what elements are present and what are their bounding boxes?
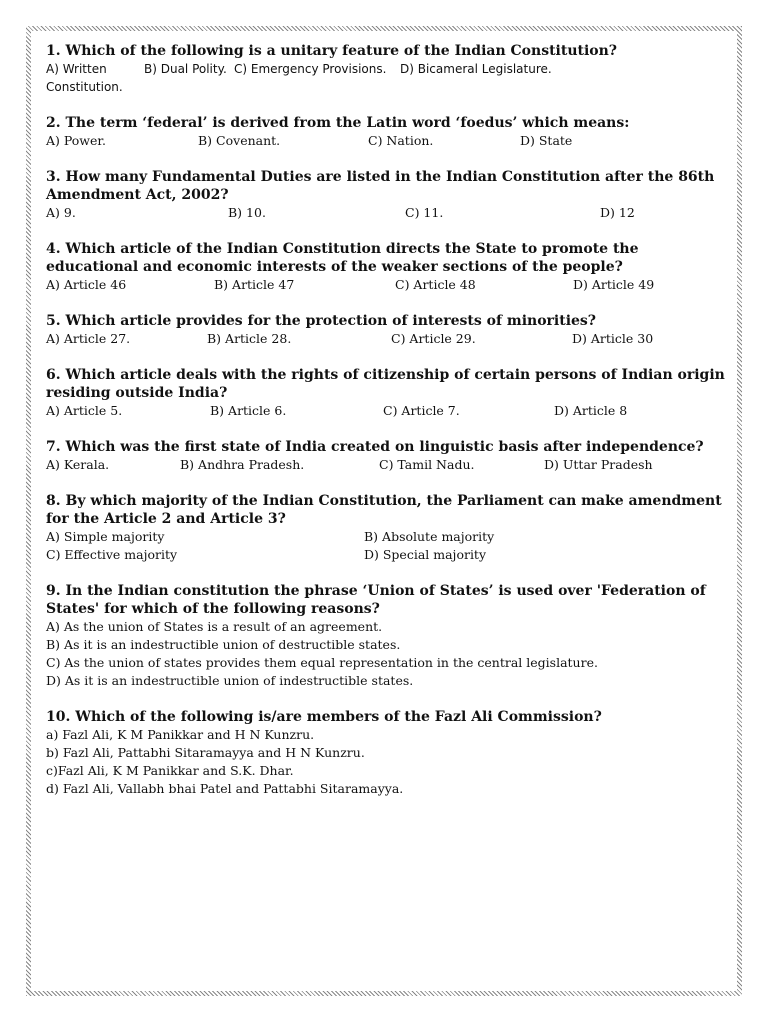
option-d: D) State <box>520 133 573 148</box>
option-b: B) Dual Polity. <box>144 62 227 76</box>
question-6 <box>46 366 726 420</box>
options-grid <box>46 528 726 564</box>
question-text: 6. Which article deals with the rights of citizenship of certain persons of Indian origin residing outside India? <box>46 367 725 401</box>
option-b: B) Article 28. <box>207 331 292 346</box>
question-8 <box>46 492 726 564</box>
options-row <box>46 132 726 150</box>
option-a: A) Written Constitution. <box>46 62 123 94</box>
option-a: a) Fazl Ali, K M Panikkar and H N Kunzru. <box>46 727 315 742</box>
question-7 <box>46 438 726 474</box>
options-row <box>46 60 726 96</box>
question-text: 10. Which of the following is/are members of the Fazl Ali Commission? <box>46 709 602 725</box>
question-text: 1. Which of the following is a unitary feature of the Indian Constitution? <box>46 43 618 59</box>
question-text: 4. Which article of the Indian Constitution directs the State to promote the educational and economic interests of the weaker sections of the people? <box>46 241 639 275</box>
options-row <box>46 330 726 348</box>
question-2 <box>46 114 726 150</box>
question-3 <box>46 168 726 222</box>
option-c: c)Fazl Ali, K M Panikkar and S.K. Dhar. <box>46 763 294 778</box>
options-list <box>46 726 726 798</box>
option-b: B) Article 6. <box>210 403 287 418</box>
option-c: C) Effective majority <box>46 547 178 562</box>
option-d: D) Special majority <box>364 547 487 562</box>
question-text: 3. How many Fundamental Duties are listed in the Indian Constitution after the 86th Amendment Act, 2002? <box>46 169 715 203</box>
options-row <box>46 456 726 474</box>
option-a: A) Power. <box>46 133 106 148</box>
option-c: C) Tamil Nadu. <box>379 457 475 472</box>
option-d: d) Fazl Ali, Vallabh bhai Patel and Pattabhi Sitaramayya. <box>46 781 404 796</box>
option-a: A) 9. <box>46 205 76 220</box>
option-c: C) Article 29. <box>391 331 476 346</box>
option-a: A) As the union of States is a result of an agreement. <box>46 619 383 634</box>
question-5 <box>46 312 726 348</box>
question-text: 5. Which article provides for the protection of interests of minorities? <box>46 313 597 329</box>
option-c: C) Nation. <box>368 133 434 148</box>
option-c: C) 11. <box>405 205 444 220</box>
question-text: 7. Which was the first state of India created on linguistic basis after independence? <box>46 439 704 455</box>
option-b: B) Covenant. <box>198 133 281 148</box>
option-c: C) Article 7. <box>383 403 460 418</box>
option-b: B) 10. <box>228 205 266 220</box>
option-d: D) As it is an indestructible union of indestructible states. <box>46 673 414 688</box>
option-a: A) Article 5. <box>46 403 123 418</box>
options-list <box>46 618 726 690</box>
option-d: D) Article 8 <box>554 403 628 418</box>
option-a: A) Simple majority <box>46 529 165 544</box>
option-a: A) Kerala. <box>46 457 110 472</box>
option-c: C) Emergency Provisions. <box>234 62 387 76</box>
question-9 <box>46 582 726 690</box>
option-c: C) Article 48 <box>395 277 476 292</box>
option-a: A) Article 46 <box>46 277 127 292</box>
question-text: 2. The term ‘federal’ is derived from the Latin word ‘foedus’ which means: <box>46 115 630 131</box>
options-row <box>46 204 726 222</box>
option-d: D) Bicameral Legislature. <box>400 62 552 76</box>
question-1 <box>46 42 726 96</box>
question-sheet <box>46 42 726 798</box>
option-d: D) Article 30 <box>572 331 654 346</box>
option-a: A) Article 27. <box>46 331 131 346</box>
question-4 <box>46 240 726 294</box>
options-row <box>46 402 726 420</box>
options-row <box>46 276 726 294</box>
option-c: C) As the union of states provides them equal representation in the central legislature. <box>46 655 598 670</box>
question-text: 8. By which majority of the Indian Constitution, the Parliament can make amendment for the Article 2 and Article 3? <box>46 493 722 527</box>
option-b: b) Fazl Ali, Pattabhi Sitaramayya and H N Kunzru. <box>46 745 365 760</box>
question-10 <box>46 708 726 798</box>
option-d: D) 12 <box>600 205 635 220</box>
option-b: B) Article 47 <box>214 277 295 292</box>
question-text: 9. In the Indian constitution the phrase ‘Union of States’ is used over 'Federation of States' for which of the following reasons? <box>46 583 706 617</box>
option-b: B) Absolute majority <box>364 529 495 544</box>
option-b: B) As it is an indestructible union of destructible states. <box>46 637 401 652</box>
option-b: B) Andhra Pradesh. <box>180 457 305 472</box>
option-d: D) Uttar Pradesh <box>544 457 653 472</box>
option-d: D) Article 49 <box>573 277 655 292</box>
